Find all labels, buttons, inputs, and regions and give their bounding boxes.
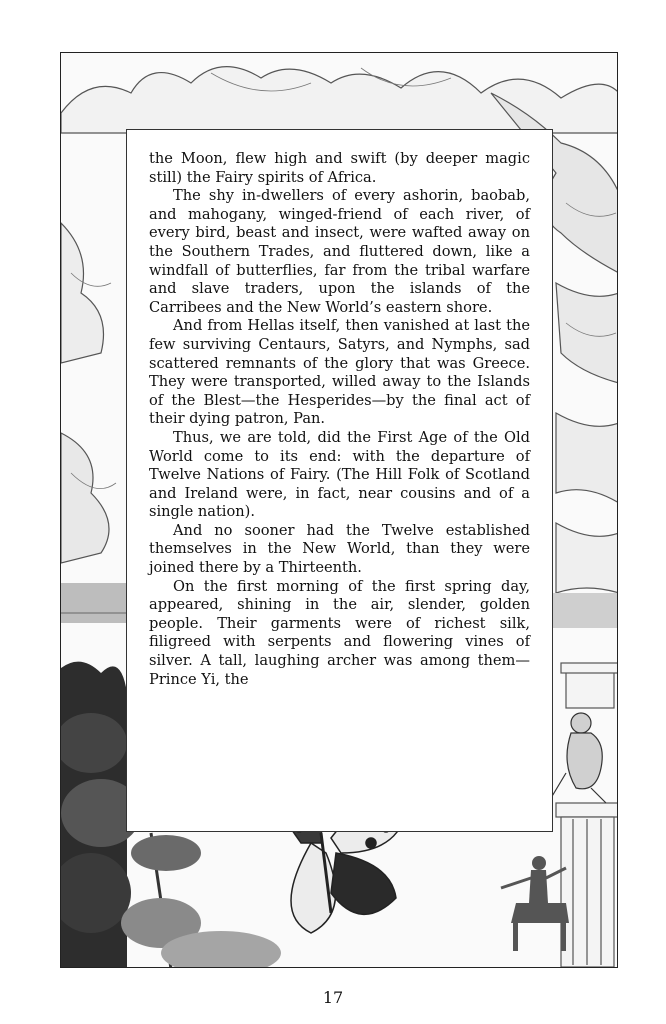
- paragraph: Thus, we are told, did the First Age of the Old World come to its end: with the departure of Twelve Nations of Fairy. (The Hill Folk of Scotland and Ireland were, in fact, near cousins and of a single nation).: [149, 428, 530, 521]
- paragraph: The shy in-dwellers of every ashorin, baobab, and mahogany, winged-friend of each river, of every bird, beast and insect, were wafted away on the Southern Trades, and fluttered down, like a windfall of butterflies, far from the tribal warfare and slave traders, upon the islands of the Carribees and the New World’s eastern shore.: [149, 187, 530, 316]
- page-number: 17: [322, 988, 344, 1007]
- paragraph: On the first morning of the first spring day, appeared, shining in the air, slender, golden people. Their garments were of richest silk, filigreed with serpents and flowering vines of silver. A tall, laughing archer was among them—Prince Yi, the: [149, 577, 530, 688]
- paragraph: the Moon, flew high and swift (by deeper magic still) the Fairy spirits of Africa.: [149, 150, 530, 186]
- satyr: [551, 713, 606, 803]
- paragraph: And from Hellas itself, then vanished at last the few surviving Centaurs, Satyrs, and Nymphs, sad scattered remnants of the glory that was Greece. They were transported, willed away to the Islands of the Blest—the Hesperides—by the final act of their dying patron, Pan.: [149, 317, 530, 428]
- text-panel: [126, 129, 553, 832]
- paragraph: And no sooner had the Twelve established themselves in the New World, than they were joined there by a Thirteenth.: [149, 521, 530, 577]
- centaur: [501, 856, 569, 951]
